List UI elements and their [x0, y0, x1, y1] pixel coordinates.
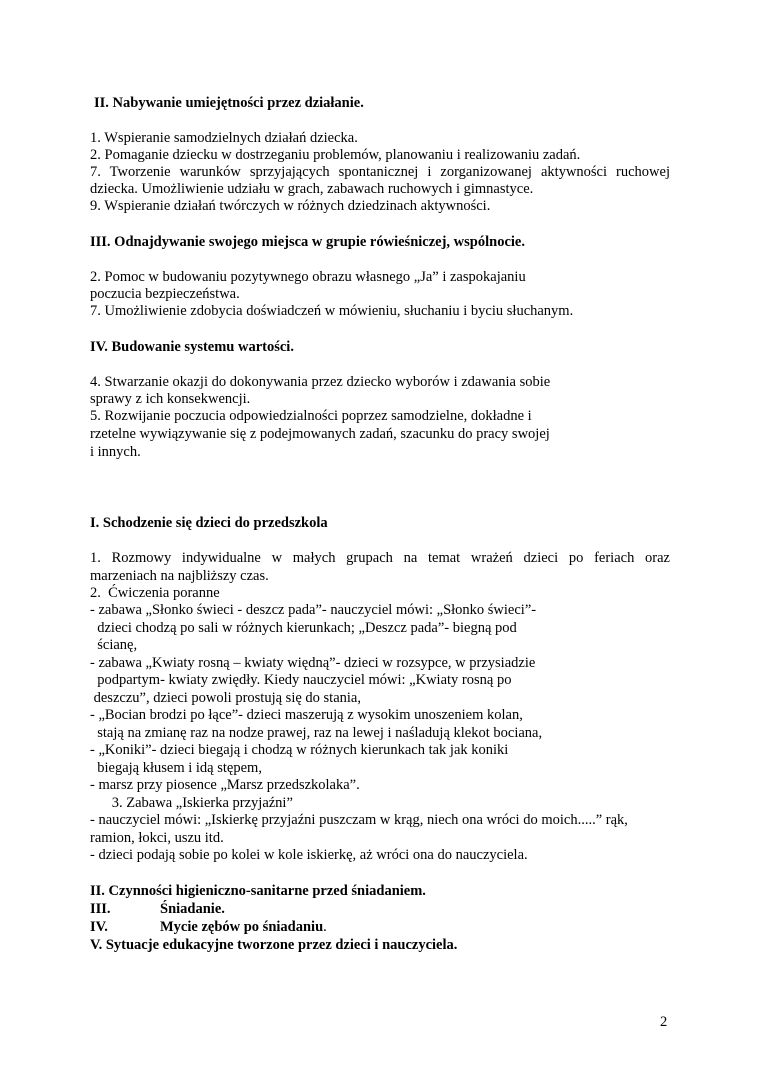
plan-item-hygiene: II. Czynności higieniczno-sanitarne przed śniadaniem. [90, 883, 426, 899]
text-line: podpartym- kwiaty zwiędły. Kiedy nauczyciel mówi: „Kwiaty rosną po [90, 672, 512, 688]
text-line: 2. Ćwiczenia poranne [90, 585, 220, 601]
plan-item-breakfast-number: III. [90, 901, 111, 917]
text-line: - zabawa „Słonko świeci - deszcz pada”- nauczyciel mówi: „Słonko świeci”- [90, 602, 537, 618]
plan-item-teeth-period: . [323, 919, 327, 935]
plan-item-teeth-text: Mycie zębów po śniadaniu [160, 919, 324, 935]
text-line: 1. Wspieranie samodzielnych działań dziecka. [90, 130, 358, 146]
plan-heading-arrival: I. Schodzenie się dzieci do przedszkola [90, 515, 328, 531]
plan-item-breakfast: Śniadanie. [160, 901, 225, 917]
plan-item-educational-situations: V. Sytuacje edukacyjne tworzone przez dzieci i nauczyciela. [90, 937, 458, 953]
text-line: - marsz przy piosence „Marsz przedszkolaka”. [90, 777, 360, 793]
text-line: 1. Rozmowy indywidualne w małych grupach na temat wrażeń dzieci po feriach oraz [90, 550, 670, 566]
text-line: ramion, łokci, uszu itd. [90, 830, 224, 846]
section-heading-values: IV. Budowanie systemu wartości. [90, 339, 294, 355]
text-line: 4. Stwarzanie okazji do dokonywania przez dziecko wyborów i zdawania sobie [90, 374, 551, 390]
text-line: biegają kłusem i idą stępem, [90, 760, 262, 776]
plan-item-teeth [160, 918, 327, 936]
text-line: deszczu”, dzieci powoli prostują się do stania, [90, 690, 361, 706]
text-line: marzeniach na najbliższy czas. [90, 568, 269, 584]
section-heading-peer-group: III. Odnajdywanie swojego miejsca w grupie rówieśniczej, wspólnocie. [90, 234, 525, 250]
section-heading-skills: II. Nabywanie umiejętności przez działanie. [94, 95, 364, 111]
text-line: rzetelne wywiązywanie się z podejmowanych zadań, szacunku do pracy swojej [90, 426, 550, 442]
plan-item-teeth-number: IV. [90, 919, 108, 935]
text-line: 2. Pomaganie dziecku w dostrzeganiu problemów, planowaniu i realizowaniu zadań. [90, 147, 581, 163]
text-line: i innych. [90, 444, 141, 460]
text-line: - nauczyciel mówi: „Iskierkę przyjaźni puszczam w krąg, niech ona wróci do moich.....” rąk, [90, 812, 628, 828]
text-line: ścianę, [90, 637, 138, 653]
text-line: 2. Pomoc w budowaniu pozytywnego obrazu własnego „Ja” i zaspokajaniu [90, 269, 526, 285]
text-line: dzieci chodzą po sali w różnych kierunkach; „Deszcz pada”- biegną pod [90, 620, 517, 636]
text-line: - „Koniki”- dzieci biegają i chodzą w różnych kierunkach tak jak koniki [90, 742, 509, 758]
text-line: poczucia bezpieczeństwa. [90, 286, 240, 302]
text-line: sprawy z ich konsekwencji. [90, 391, 251, 407]
text-line: 5. Rozwijanie poczucia odpowiedzialności poprzez samodzielne, dokładne i [90, 408, 532, 424]
text-line: - zabawa „Kwiaty rosną – kwiaty więdną”- dzieci w rozsypce, w przysiadzie [90, 655, 536, 671]
text-line: - dzieci podają sobie po kolei w kole iskierkę, aż wróci ona do nauczyciela. [90, 847, 528, 863]
text-line: 7. Tworzenie warunków sprzyjających spontanicznej i zorganizowanej aktywności ruchowej [90, 164, 670, 180]
text-line: stają na zmianę raz na nodze prawej, raz na lewej i naśladują klekot bociana, [90, 725, 543, 741]
text-line: 7. Umożliwienie zdobycia doświadczeń w mówieniu, słuchaniu i byciu słuchanym. [90, 303, 574, 319]
page-number: 2 [660, 1014, 668, 1030]
text-line: 9. Wspieranie działań twórczych w różnych dziedzinach aktywności. [90, 198, 491, 214]
text-line: dziecka. Umożliwienie udziału w grach, zabawach ruchowych i gimnastyce. [90, 181, 534, 197]
text-line: 3. Zabawa „Iskierka przyjaźni” [90, 795, 293, 811]
text-line: - „Bocian brodzi po łące”- dzieci maszerują z wysokim unoszeniem kolan, [90, 707, 523, 723]
